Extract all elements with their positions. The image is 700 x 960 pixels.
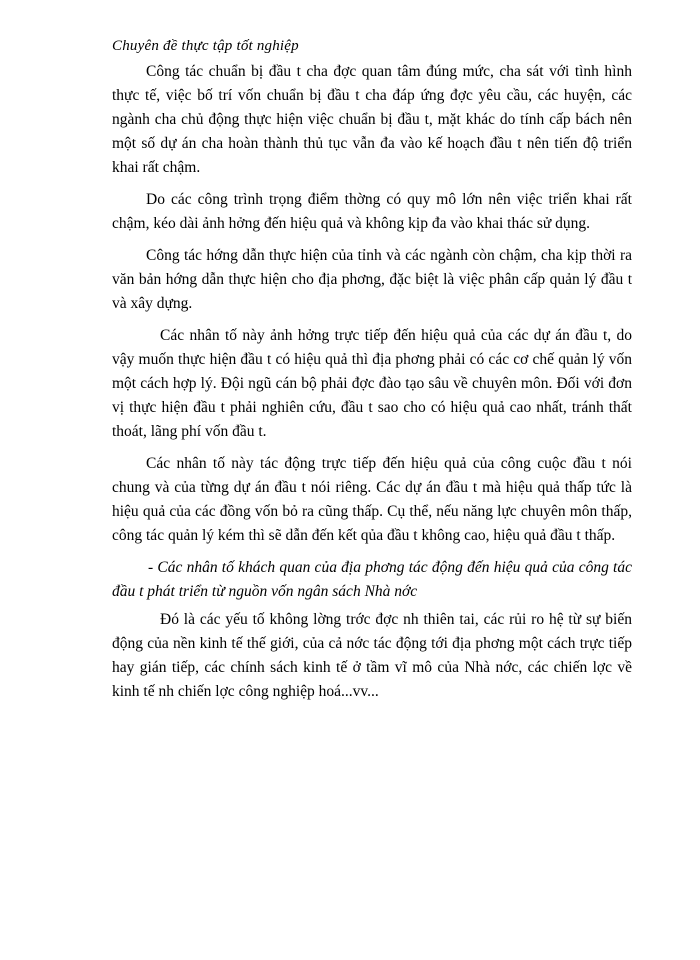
- paragraph-investment-preparation: Công tác chuẩn bị đầu t cha đợc quan tâm đúng mức, cha sát với tình hình thực tế, việc bố trí vốn chuẩn bị đầu t cha đáp ứng đợc yêu cầu, các huyện, các ngành cha chủ động thực hiện việc chuẩn bị đầu t, mặt khác do tính cấp bách nên một số dự án cha hoàn thành thủ tục vẫn đa vào kế hoạch đầu t nên tiến độ triển khai rất chậm.: [112, 63, 632, 176]
- document-body: [112, 60, 632, 712]
- paragraph-unforeseen-factors: Đó là các yếu tố không lờng trớc đợc nh thiên tai, các rủi ro hệ từ sự biến động của nền kinh tế thế giới, của cả nớc tác động tới địa phơng một cách trực tiếp hay gián tiếp, các chính sách kinh tế ở tầm vĩ mô của Nhà nớc, các chiến lợc về kinh tế nh chiến lợc công nghiệp hoá...vv...: [112, 611, 632, 700]
- paragraph-factors-impact: Các nhân tố này ảnh hởng trực tiếp đến hiệu quả của các dự án đầu t, do vậy muốn thực hiện đầu t có hiệu quả thì địa phơng phải có các cơ chế quản lý vốn một cách hợp lý. Đội ngũ cán bộ phải đợc đào tạo sâu về chuyên môn. Đối với đơn vị thực hiện đầu t phải nghiên cứu, đầu t sao cho có hiệu quả cao nhất, tránh thất thoát, lãng phí vốn đầu t.: [112, 327, 632, 440]
- paragraph-key-projects: Do các công trình trọng điểm thờng có quy mô lớn nên việc triển khai rất chậm, kéo dài ảnh hởng đến hiệu quả và không kịp đa vào khai thác sử dụng.: [112, 191, 632, 232]
- paragraph-guidance: Công tác hớng dẫn thực hiện của tỉnh và các ngành còn chậm, cha kịp thời ra văn bản hớng dẫn thực hiện cho địa phơng, đặc biệt là việc phân cấp quản lý đầu t và xây dựng.: [112, 247, 632, 312]
- subheading-objective-factors: - Các nhân tố khách quan của địa phơng tác động đến hiệu quả của công tác đầu t phát triển từ nguồn vốn ngân sách Nhà nớc: [112, 559, 632, 600]
- paragraph-factors-direct: Các nhân tố này tác động trực tiếp đến hiệu quả của công cuộc đầu t nói chung và của từng dự án đầu t nói riêng. Các dự án đầu t mà hiệu quả thấp tức là hiệu quả của các đồng vốn bỏ ra cũng thấp. Cụ thể, nếu năng lực chuyên môn thấp, công tác quản lý kém thì sẽ dẫn đến kết qủa đầu t không cao, hiệu quả đầu t thấp.: [112, 455, 632, 544]
- document-header: Chuyên đề thực tập tốt nghiệp: [112, 38, 299, 54]
